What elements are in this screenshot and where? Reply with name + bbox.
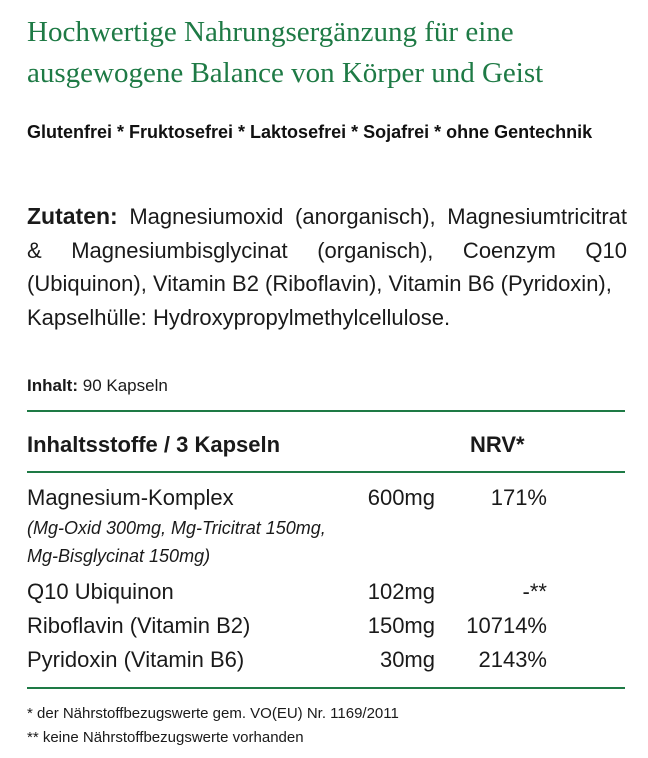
row-amount-q10: 102mg [367,579,435,604]
ingredients-label: Zutaten: [27,203,118,229]
ingredients-block [27,200,627,334]
row-name-pyridoxin: Pyridoxin (Vitamin B6) [27,647,245,672]
row-name-magnesium: Magnesium-Komplex [27,485,234,510]
row-amount-riboflavin: 150mg [367,613,435,638]
row-amount-pyridoxin: 30mg [379,647,435,672]
row-nrv-pyridoxin: 2143% [478,647,547,672]
footnote-no-nrv: ** keine Nährstoffbezugswerte vorhanden [27,729,304,746]
row-sub-magnesium-1: (Mg-Oxid 300mg, Mg-Tricitrat 150mg, [27,518,326,538]
row-nrv-magnesium: 171% [490,485,547,510]
free-from-claims: Glutenfrei * Fruktosefrei * Laktosefrei * Sojafrei * ohne Gentechnik [27,122,593,142]
content-line [27,374,168,398]
divider-top [27,410,625,412]
divider-bottom [27,687,625,689]
content-label: Inhalt: [27,376,78,395]
row-name-riboflavin: Riboflavin (Vitamin B2) [27,613,251,638]
table-header-nrv: NRV* [470,432,525,457]
ingredients-text: Magnesiumoxid (anorganisch), Magnesiumtricitrat & Magnesiumbisglycinat (organisch), Coenzym Q10 (Ubiquinon), Vitamin B2 (Riboflavin), Vitamin B6 (Pyridoxin), [27,204,627,296]
row-nrv-q10: -** [522,579,547,604]
footnote-nrv: * der Nährstoffbezugswerte gem. VO(EU) Nr. 1169/2011 [27,705,399,722]
row-name-q10: Q10 Ubiquinon [27,579,174,604]
row-sub-magnesium-2: Mg-Bisglycinat 150mg) [27,546,211,566]
headline-line-1: Hochwertige Nahrungsergänzung für eine [27,16,514,48]
row-nrv-riboflavin: 10714% [466,613,547,638]
headline [27,12,627,94]
capsule-shell-text: Kapselhülle: Hydroxypropylmethylcellulose. [27,304,451,330]
content-value: 90 Kapseln [82,376,168,395]
table-header-name: Inhaltsstoffe / 3 Kapseln [27,432,281,457]
divider-header [27,471,625,473]
row-amount-magnesium: 600mg [367,485,435,510]
headline-line-2: ausgewogene Balance von Körper und Geist [27,57,544,89]
